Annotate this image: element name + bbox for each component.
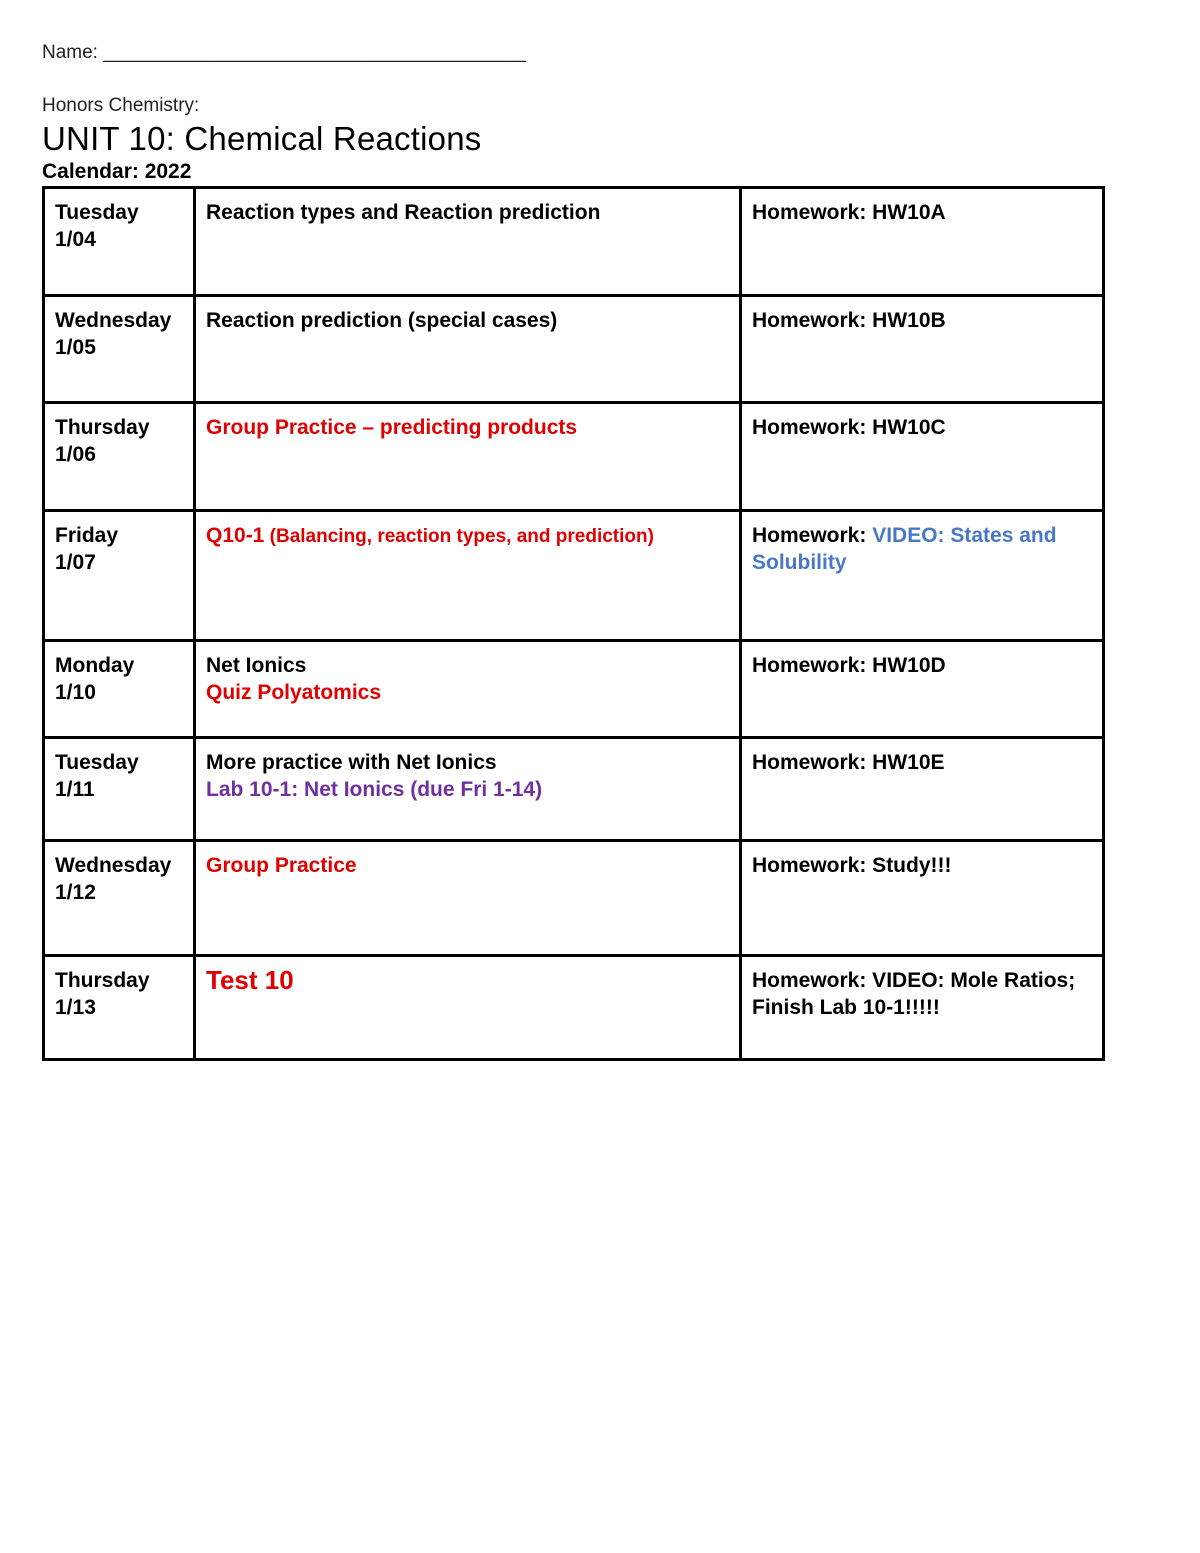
topic-lab: Lab 10-1: Net Ionics (due Fri 1-14) — [206, 778, 543, 801]
topic-text: Reaction types and Reaction prediction — [206, 201, 601, 224]
table-row — [44, 403, 1104, 511]
day-cell — [44, 641, 195, 738]
unit-title: UNIT 10: Chemical Reactions — [42, 120, 482, 157]
day-cell — [44, 403, 195, 511]
table-row — [44, 511, 1104, 641]
day-date: 1/11 — [55, 778, 95, 801]
topic-cell — [195, 403, 741, 511]
day-date: 1/10 — [55, 681, 96, 704]
table-row — [44, 641, 1104, 738]
day-date: 1/06 — [55, 443, 96, 466]
subject-label: Honors Chemistry: — [42, 95, 200, 116]
homework-cell — [741, 511, 1104, 641]
name-field-label: Name: ________________________________________ — [42, 42, 526, 63]
homework-video-link[interactable]: VIDEO: States and Solubility — [752, 524, 1057, 574]
topic-text: Reaction prediction (special cases) — [206, 309, 558, 332]
topic-text: More practice with Net Ionics — [206, 751, 497, 774]
day-date: 1/04 — [55, 228, 96, 251]
topic-cell — [195, 956, 741, 1060]
day-cell — [44, 956, 195, 1060]
table-row — [44, 188, 1104, 296]
day-name: Wednesday — [55, 309, 172, 332]
homework-text: Homework: HW10A — [752, 201, 946, 224]
topic-test: Test 10 — [206, 965, 294, 995]
topic-cell — [195, 188, 741, 296]
table-row — [44, 738, 1104, 841]
day-name: Wednesday — [55, 854, 172, 877]
day-name: Tuesday — [55, 751, 139, 774]
homework-text: Homework: Study!!! — [752, 854, 952, 877]
homework-cell — [741, 738, 1104, 841]
homework-cell — [741, 188, 1104, 296]
calendar-label: Calendar: 2022 — [42, 160, 192, 183]
topic-cell — [195, 641, 741, 738]
quiz-label: Q10-1 — [206, 524, 265, 547]
day-name: Thursday — [55, 969, 150, 992]
day-cell — [44, 841, 195, 956]
topic-cell — [195, 296, 741, 403]
topic-quiz: Quiz Polyatomics — [206, 681, 382, 704]
day-date: 1/07 — [55, 551, 96, 574]
day-name: Friday — [55, 524, 119, 547]
homework-prefix: Homework: — [752, 524, 873, 547]
homework-text: Homework: HW10C — [752, 416, 946, 439]
homework-text: Homework: HW10E — [752, 751, 945, 774]
table-row — [44, 956, 1104, 1060]
day-date: 1/05 — [55, 336, 96, 359]
day-name: Tuesday — [55, 201, 139, 224]
topic-text: Group Practice – predicting products — [206, 416, 578, 439]
homework-text: Homework: HW10D — [752, 654, 946, 677]
topic-text: Group Practice — [206, 854, 357, 877]
homework-cell — [741, 296, 1104, 403]
homework-cell — [741, 841, 1104, 956]
topic-cell — [195, 738, 741, 841]
quiz-description: (Balancing, reaction types, and prediction) — [264, 526, 654, 547]
day-date: 1/13 — [55, 996, 96, 1019]
day-date: 1/12 — [55, 881, 96, 904]
homework-cell — [741, 403, 1104, 511]
topic-text: Net Ionics — [206, 654, 307, 677]
day-cell — [44, 511, 195, 641]
unit-calendar-table — [42, 186, 1105, 1061]
homework-text: Homework: HW10B — [752, 309, 946, 332]
homework-cell — [741, 956, 1104, 1060]
topic-cell — [195, 841, 741, 956]
homework-cell — [741, 641, 1104, 738]
topic-cell — [195, 511, 741, 641]
day-cell — [44, 188, 195, 296]
day-name: Monday — [55, 654, 135, 677]
day-cell — [44, 738, 195, 841]
day-cell — [44, 296, 195, 403]
table-row — [44, 841, 1104, 956]
table-row — [44, 296, 1104, 403]
day-name: Thursday — [55, 416, 150, 439]
homework-text: Homework: VIDEO: Mole Ratios; Finish Lab 10-1!!!!! — [752, 969, 1076, 1019]
